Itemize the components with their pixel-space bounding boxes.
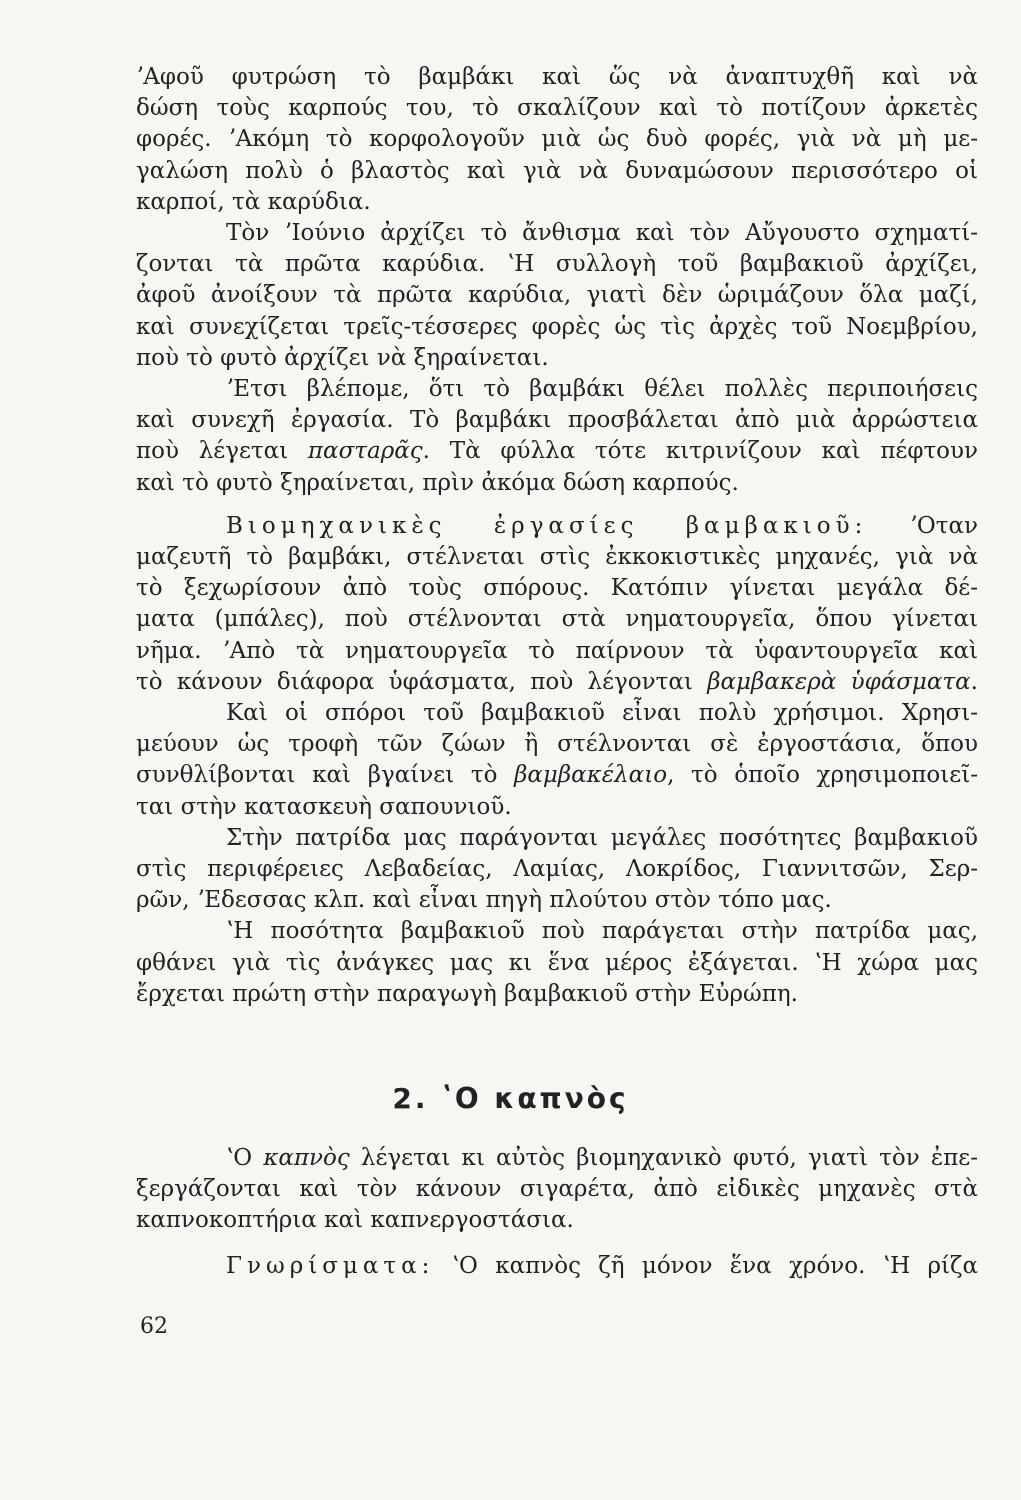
text-line: μεύουν ὡς τροφὴ τῶν ζώων ἢ στέλνονται σὲ ἐργοστάσια, ὅπου <box>136 731 978 758</box>
page-number: 62 <box>140 1314 168 1339</box>
text-line: ʽΟ καπνὸς λέγεται κι αὐτὸς βιομηχανικὸ φυτό, γιατὶ τὸν ἐπε- <box>226 1145 978 1171</box>
text-line: καπνοκοπτήρια καὶ καπνεργοστάσια. <box>136 1207 574 1234</box>
text-line: τὸ κάνουν διάφορα ὑφάσματα, ποὺ λέγονται βαμβακερὰ ὑφάσματα. <box>136 668 978 695</box>
subsection-label: Βιομηχανικὲς ἐργασίες βαμβακιοῦ: <box>226 512 868 539</box>
text-line: δώση τοὺς καρπούς του, τὸ σκαλίζουν καὶ τὸ ποτίζουν ἀρκετὲς <box>136 95 978 122</box>
text-line: ματα (μπάλες), ποὺ στέλνονται στὰ νηματουργεῖα, ὅπου γίνεται <box>136 606 978 633</box>
text-line: ʼΕτσι βλέπομε, ὅτι τὸ βαμβάκι θέλει πολλὲς περιποιήσεις <box>226 376 978 403</box>
section-tobacco-text <box>136 1143 978 1282</box>
text-line: ʽΗ ποσότητα βαμβακιοῦ ποὺ παράγεται στὴν πατρίδα μας, <box>226 918 978 945</box>
text-line: καρποί, τὰ καρύδια. <box>136 188 371 215</box>
text-line: ζονται τὰ πρῶτα καρύδια. ʽΗ συλλογὴ τοῦ βαμβακιοῦ ἀρχίζει, <box>136 251 978 278</box>
text-line: Καὶ οἱ σπόροι τοῦ βαμβακιοῦ εἶναι πολὺ χρήσιμοι. Χρησι- <box>226 700 978 727</box>
text-line: μαζευτῆ τὸ βαμβάκι, στέλνεται στὶς ἐκκοκιστικὲς μηχανές, γιὰ νὰ <box>136 544 978 571</box>
term-pastaras: παστaρᾶς <box>307 438 423 465</box>
text-line: Τὸν ʼΙούνιο ἀρχίζει τὸ ἄνθισμα καὶ τὸν Αὔγουστο σχηματί- <box>226 220 978 247</box>
section-cotton-text <box>136 62 978 1010</box>
text-line: Γνωρίσματα: ʽΟ καπνὸς ζῆ μόνον ἕνα χρόνο. ʽΗ ρίζα <box>226 1252 978 1279</box>
text-line: φθάνει γιὰ τὶς ἀνάγκες μας κι ἕνα μέρος ἐξάγεται. ʽΗ χώρα μας <box>136 949 978 976</box>
text-line: στὶς περιφέρειες Λεβαδείας, Λαμίας, Λοκρίδος, Γιαννιτσῶν, Σερ- <box>136 856 978 883</box>
subsection-label: Γνωρίσματα: <box>226 1252 435 1279</box>
text-line: καὶ συνεχίζεται τρεῖς-τέσσερες φορὲς ὡς τὶς ἀρχὲς τοῦ Νοεμβρίου, <box>136 313 978 340</box>
text-line: ʼΑφοῦ φυτρώση τὸ βαμβάκι καὶ ὥς νὰ ἀναπτυχθῆ καὶ νὰ <box>136 64 978 90</box>
text-line: καὶ τὸ φυτὸ ξηραίνεται, πρὶν ἀκόμα δώση καρπούς. <box>136 469 739 496</box>
text-line: ποὺ τὸ φυτὸ ἀρχίζει νὰ ξηραίνεται. <box>136 344 549 371</box>
text-line: καὶ συνεχῆ ἐργασία. Τὸ βαμβάκι προσβάλεται ἀπὸ μιὰ ἀρρώστεια <box>136 407 978 434</box>
text-line: ρῶν, ʼΕδεσσας κλπ. καὶ εἶναι πηγὴ πλούτου στὸν τόπο μας. <box>136 887 832 914</box>
term-cottonseed-oil: βαμβακέλαιο <box>514 762 668 789</box>
text-line: φορές. ʼΑκόμη τὸ κορφολογοῦν μιὰ ὡς δυὸ φορές, γιὰ νὰ μὴ με- <box>136 126 978 153</box>
text-line: ται στὴν κατασκευὴ σαπουνιοῦ. <box>136 793 512 820</box>
text-line: νῆμα. ʼΑπὸ τὰ νηματουργεῖα τὸ παίρνουν τὰ ὑφαντουργεῖα καὶ <box>136 637 978 664</box>
text-line: τὸ ξεχωρίσουν ἀπὸ τοὺς σπόρους. Κατόπιν γίνεται μεγάλα δέ- <box>136 575 978 602</box>
text-line: Στὴν πατρίδα μας παράγονται μεγάλες ποσότητες βαμβακιοῦ <box>226 824 978 851</box>
term-cotton-fabrics: βαμβακερὰ ὑφάσματα <box>707 668 971 695</box>
text-line: ποὺ λέγεται παστaρᾶς. Τὰ φύλλα τότε κιτρινίζουν καὶ πέφτουν <box>136 438 978 465</box>
text-line: ξεργάζονται καὶ τὸν κάνουν σιγαρέτα, ἀπὸ εἰδικὲς μηχανὲς στὰ <box>136 1176 978 1203</box>
term-tobacco: καπνὸς <box>263 1145 350 1171</box>
text-line: συνθλίβονται καὶ βγαίνει τὸ βαμβακέλαιο, τὸ ὁποῖο χρησιμοποιεῖ- <box>136 762 978 789</box>
text-line: ἀφοῦ ἀνοίξουν τὰ πρῶτα καρύδια, γιατὶ δὲν ὡριμάζουν ὅλα μαζί, <box>136 282 978 309</box>
text-line: γαλώση πολὺ ὁ βλαστὸς καὶ γιὰ νὰ δυναμώσουν περισσότερο οἱ <box>136 157 978 184</box>
text-line: Βιομηχανικὲς ἐργασίες βαμβακιοῦ: ʼΟταν <box>226 512 978 539</box>
section-heading: 2. ʽΟ καπνὸς <box>392 1082 629 1115</box>
text-line: ἔρχεται πρώτη στὴν παραγωγὴ βαμβακιοῦ στὴν Εὐρώπη. <box>136 980 798 1007</box>
